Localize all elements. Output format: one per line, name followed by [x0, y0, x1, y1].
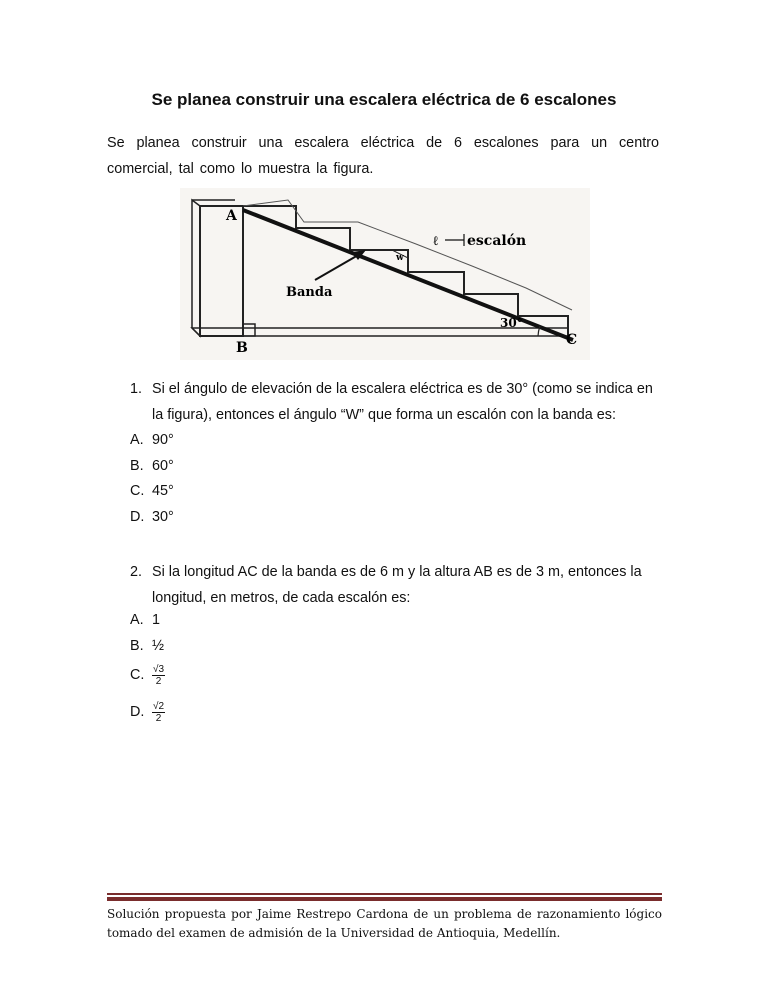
- question-1-number: 1.: [130, 381, 143, 397]
- question-1-text: Si el ángulo de elevación de la escalera eléctrica es de 30° (como se indica en la figura), entonces el ángulo “W” que forma un escalón con la banda es:: [152, 381, 653, 423]
- fraction-sqrt3-over-2: $\frac{√3}{2}$: [153, 664, 165, 687]
- q1-option-a: A. 90°: [130, 432, 174, 448]
- footer-rule-thick: [107, 897, 662, 901]
- page-title: Se planea construir una escalera eléctrica de 6 escalones: [151, 90, 617, 109]
- question-2-number: 2.: [130, 564, 143, 580]
- fraction-sqrt2-over-2: $\frac{√2}{2}$: [153, 701, 165, 724]
- q1-option-c: C. 45°: [130, 483, 174, 499]
- label-w: w: [396, 253, 404, 263]
- question-2: [130, 559, 660, 611]
- q2-option-c: C. $\frac{√3}{2}$: [130, 664, 165, 687]
- label-a: A: [226, 208, 237, 224]
- label-escalon: escalón: [467, 233, 527, 249]
- intro-paragraph: Se planea construir una escalera eléctrica de 6 escalones para un centro comercial, tal como lo muestra la figura.: [107, 135, 659, 177]
- q2-option-b: B. ½: [130, 638, 165, 654]
- footer-rule-thin: [107, 893, 662, 895]
- footer-credit: Solución propuesta por Jaime Restrepo Cardona de un problema de razonamiento lógico tomado del examen de admisión de la Universidad de Antioquia, Medellín.: [107, 907, 662, 940]
- question-1: [130, 376, 660, 428]
- figure-background: [180, 188, 590, 360]
- label-angle: 30°: [500, 316, 523, 330]
- question-2-text: Si la longitud AC de la banda es de 6 m y la altura AB es de 3 m, entonces la longitud, en metros, de cada escalón es:: [152, 564, 642, 606]
- q2-option-a: A. 1: [130, 612, 161, 628]
- escalator-figure: [180, 188, 590, 360]
- q1-option-b: B. 60°: [130, 458, 174, 474]
- q1-option-d: D. 30°: [130, 509, 174, 525]
- label-b: B: [236, 340, 248, 356]
- label-step-symbol: ℓ: [433, 234, 438, 249]
- label-c: C: [566, 332, 578, 348]
- label-banda: Banda: [286, 285, 333, 300]
- q2-option-d: D. $\frac{√2}{2}$: [130, 701, 165, 724]
